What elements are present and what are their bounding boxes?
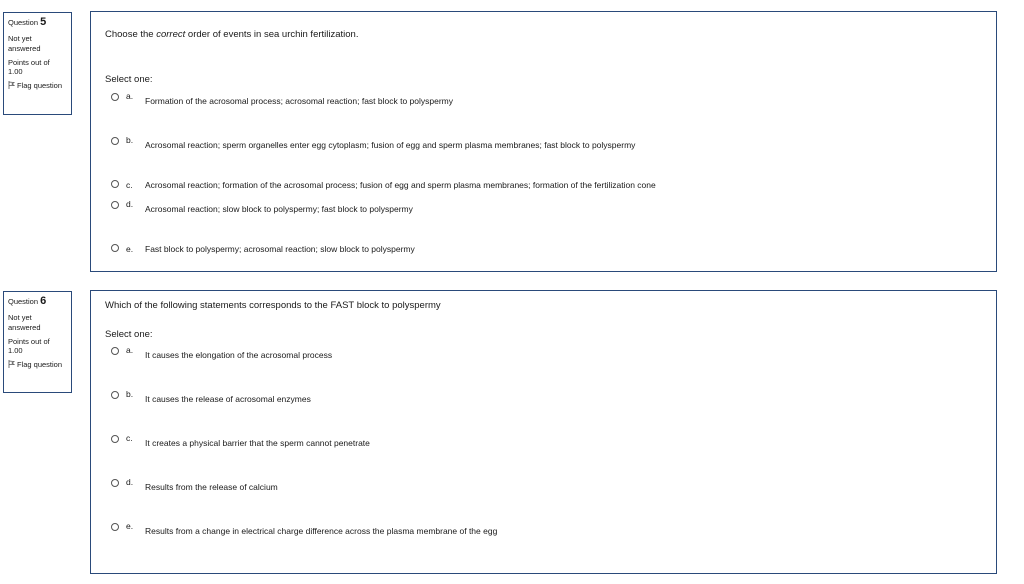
flag-icon [8,360,15,368]
option-text: It causes the elongation of the acrosomal process [145,350,333,360]
radio-icon[interactable] [111,479,119,487]
option-letter: a. [126,345,134,355]
option-text: Results from a change in electrical charge difference across the plasma membrane of the egg [145,526,498,536]
question-number: Question 5 [8,16,47,28]
question-number: Question 6 [8,295,47,307]
radio-icon[interactable] [111,137,119,145]
flag-label: Flag question [17,80,63,90]
question-state: Not yet answered [8,34,41,53]
option-text: Formation of the acrosomal process; acrosomal reaction; fast block to polyspermy [145,96,454,106]
option-letter: b. [126,135,134,145]
option-letter: d. [126,199,134,209]
question-text: Which of the following statements corresponds to the FAST block to polyspermy [105,300,441,311]
option-text: Acrosomal reaction; sperm organelles enter egg cytoplasm; fusion of egg and sperm plasma membranes; fast block to polyspermy [145,140,636,150]
radio-icon[interactable] [111,93,119,101]
question-info [3,12,72,115]
flag-question-link[interactable] [8,81,67,90]
radio-icon[interactable] [111,244,119,252]
flag-icon [8,81,15,89]
question-text: Choose the correct order of events in sea urchin fertilization. [105,29,359,40]
option-letter: e. [126,521,134,531]
flag-question-link[interactable] [8,360,67,369]
option-letter: c. [126,180,133,190]
option-text: Fast block to polyspermy; acrosomal reaction; slow block to polyspermy [145,244,415,254]
select-one-prompt: Select one: [105,329,153,340]
select-one-prompt: Select one: [105,74,153,85]
option-text: It creates a physical barrier that the sperm cannot penetrate [145,438,370,448]
option-letter: b. [126,389,134,399]
option-letter: c. [126,433,133,443]
question-content [90,290,997,574]
question-info [3,291,72,393]
radio-icon[interactable] [111,523,119,531]
option-letter: e. [126,244,134,254]
question-content [90,11,997,272]
flag-label: Flag question [17,359,63,369]
radio-icon[interactable] [111,435,119,443]
option-text: Results from the release of calcium [145,482,278,492]
radio-icon[interactable] [111,391,119,399]
option-text: It causes the release of acrosomal enzymes [145,394,311,404]
option-letter: a. [126,91,134,101]
question-state: Not yet answered [8,313,41,332]
radio-icon[interactable] [111,180,119,188]
option-letter: d. [126,477,134,487]
option-text: Acrosomal reaction; formation of the acrosomal process; fusion of egg and sperm plasma membranes; formation of the fertilization cone [145,180,656,190]
question-grade: Points out of 1.00 [8,57,50,76]
radio-icon[interactable] [111,347,119,355]
radio-icon[interactable] [111,201,119,209]
question-grade: Points out of 1.00 [8,336,50,355]
option-text: Acrosomal reaction; slow block to polyspermy; fast block to polyspermy [145,204,413,214]
